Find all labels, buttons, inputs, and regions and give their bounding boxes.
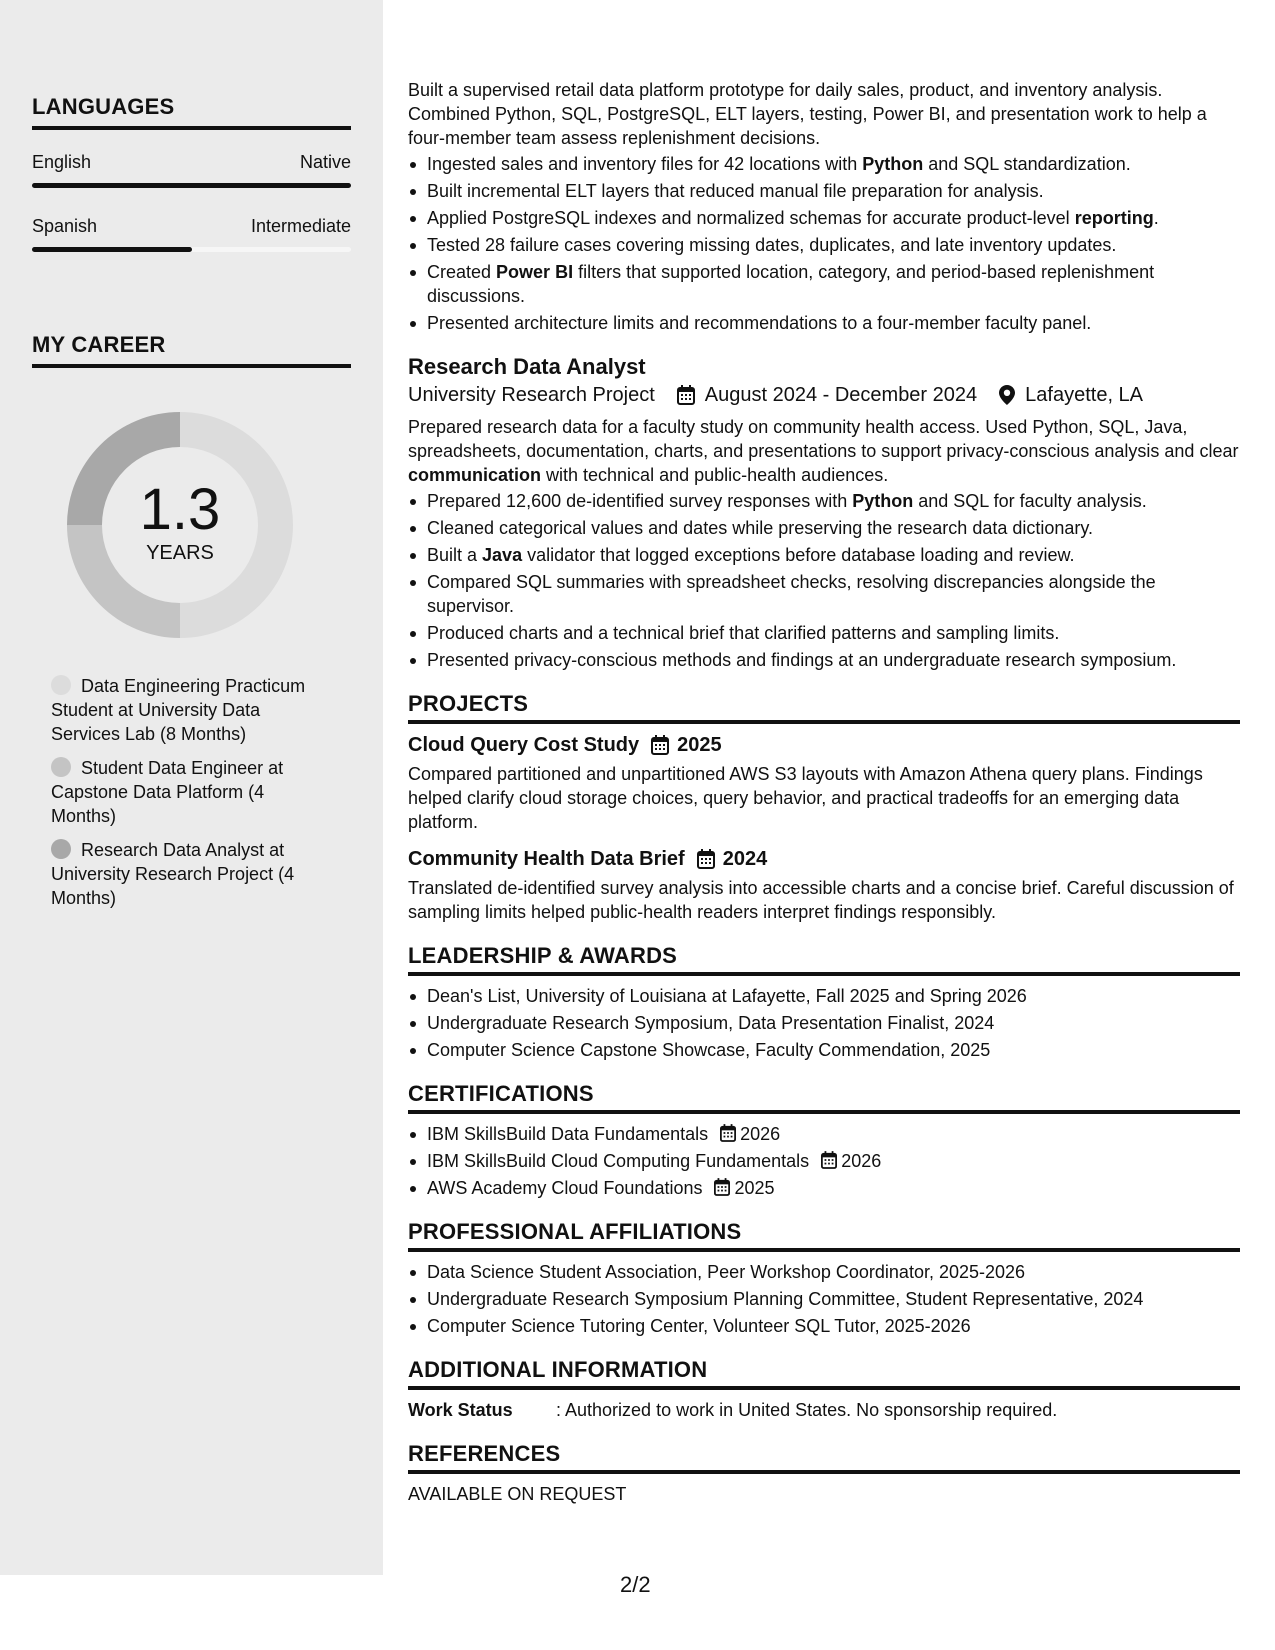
career-item-text: Student Data Engineer at Capstone Data Platform (4 Months) <box>51 758 284 826</box>
career-item-text: Research Data Analyst at University Research Project (4 Months) <box>51 840 295 908</box>
bullet-item: Cleaned categorical values and dates while preserving the research data dictionary. <box>408 516 1240 540</box>
certification-name: IBM SkillsBuild Data Fundamentals <box>427 1124 709 1144</box>
list-item: Dean's List, University of Louisiana at Lafayette, Fall 2025 and Spring 2026 <box>408 984 1240 1008</box>
project-year: 2024 <box>722 848 768 870</box>
language-proficiency-fill <box>32 247 192 252</box>
language-level: Intermediate <box>250 216 351 236</box>
bullet-item: Prepared 12,600 de-identified survey responses with Python and SQL for faculty analysis. <box>408 489 1240 513</box>
project-item <box>408 846 1240 924</box>
language-name: English <box>32 152 92 172</box>
certification-year: 2026 <box>841 1151 882 1171</box>
job-location: Lafayette, LA <box>1025 384 1144 406</box>
references-heading: REFERENCES <box>408 1442 1240 1474</box>
project-description: Compared partitioned and unpartitioned AWS S3 layouts with Amazon Athena query plans. Findings helped clarify cloud storage choices, query behavior, and practical tradeoffs for an emerging data platform. <box>408 764 1203 832</box>
additional-info-heading: ADDITIONAL INFORMATION <box>408 1358 1240 1390</box>
career-years-label: YEARS <box>146 541 214 564</box>
affiliations-heading: PROFESSIONAL AFFILIATIONS <box>408 1220 1240 1252</box>
work-status-label: Work Status <box>408 1400 513 1420</box>
language-level: Native <box>299 152 351 172</box>
leadership-heading: LEADERSHIP & AWARDS <box>408 944 1240 976</box>
career-total-years: 1.3 <box>139 476 221 542</box>
career-list <box>51 674 331 910</box>
bullet-item: Compared SQL summaries with spreadsheet checks, resolving discrepancies alongside the supervisor. <box>408 570 1240 618</box>
certifications-list <box>408 1122 1240 1200</box>
bullet-item: Built incremental ELT layers that reduced manual file preparation for analysis. <box>408 179 1240 203</box>
calendar-icon <box>714 1178 730 1196</box>
location-pin-icon <box>999 385 1015 405</box>
certification-item <box>408 1149 1240 1173</box>
job-organization: University Research Project <box>408 384 655 406</box>
project-title: Cloud Query Cost Study <box>408 734 640 756</box>
certifications-heading: CERTIFICATIONS <box>408 1082 1240 1114</box>
career-list-item <box>51 838 331 910</box>
career-donut-chart <box>67 412 293 638</box>
job-meta <box>408 383 1240 407</box>
bullet-item: Ingested sales and inventory files for 42 locations with Python and SQL standardization. <box>408 152 1240 176</box>
certification-name: AWS Academy Cloud Foundations <box>427 1178 703 1198</box>
calendar-icon <box>720 1124 736 1142</box>
list-item: Computer Science Tutoring Center, Volunteer SQL Tutor, 2025-2026 <box>408 1314 1240 1338</box>
career-item-text: Data Engineering Practicum Student at University Data Services Lab (8 Months) <box>51 676 306 744</box>
career-color-dot <box>51 757 71 777</box>
job-dates: August 2024 - December 2024 <box>704 384 978 406</box>
list-item: Computer Science Capstone Showcase, Faculty Commendation, 2025 <box>408 1038 1240 1062</box>
projects-heading: PROJECTS <box>408 692 1240 724</box>
leadership-list <box>408 984 1240 1062</box>
references-text: AVAILABLE ON REQUEST <box>408 1484 627 1504</box>
certification-year: 2026 <box>740 1124 781 1144</box>
affiliations-list <box>408 1260 1240 1338</box>
bullet-item: Built a Java validator that logged exceptions before database loading and review. <box>408 543 1240 567</box>
calendar-icon <box>677 385 695 405</box>
job-bullets <box>408 489 1240 672</box>
job-summary: Prepared research data for a faculty study on community health access. Used Python, SQL, Java, spreadsheets, documentation, charts, and presentations to support privacy-conscious analysis and clear communication with technical and public-health audiences. <box>408 417 1239 485</box>
language-proficiency-bar <box>32 247 351 252</box>
project-item <box>408 732 1240 834</box>
sidebar <box>0 0 383 1575</box>
certification-item <box>408 1122 1240 1146</box>
language-item <box>32 216 351 252</box>
language-item <box>32 152 351 188</box>
career-color-dot <box>51 675 71 695</box>
work-status-row <box>408 1398 1240 1422</box>
language-name: Spanish <box>32 216 98 236</box>
bullet-item: Presented architecture limits and recommendations to a four-member faculty panel. <box>408 311 1240 335</box>
bullet-item: Created Power BI filters that supported location, category, and period-based replenishment discussions. <box>408 260 1240 308</box>
language-proficiency-fill <box>32 183 351 188</box>
list-item: Undergraduate Research Symposium Planning Committee, Student Representative, 2024 <box>408 1287 1240 1311</box>
main-content <box>408 78 1240 1506</box>
bullet-item: Applied PostgreSQL indexes and normalized schemas for accurate product-level reporting. <box>408 206 1240 230</box>
list-item: Data Science Student Association, Peer Workshop Coordinator, 2025-2026 <box>408 1260 1240 1284</box>
languages-heading: LANGUAGES <box>32 94 351 130</box>
project-year: 2025 <box>677 734 722 756</box>
calendar-icon <box>821 1151 837 1169</box>
project-description: Translated de-identified survey analysis into accessible charts and a concise brief. Careful discussion of sampling limits helped public-health readers interpret findings responsibly. <box>408 878 1234 922</box>
bullet-item: Presented privacy-conscious methods and findings at an undergraduate research symposium. <box>408 648 1240 672</box>
bullet-item: Produced charts and a technical brief that clarified patterns and sampling limits. <box>408 621 1240 645</box>
work-status-value: : Authorized to work in United States. No sponsorship required. <box>556 1400 1058 1420</box>
experience-bullets <box>408 152 1240 335</box>
calendar-icon <box>651 735 669 755</box>
certification-item <box>408 1176 1240 1200</box>
career-color-dot <box>51 839 71 859</box>
experience-summary: Built a supervised retail data platform prototype for daily sales, product, and inventory analysis. Combined Python, SQL, PostgreSQL, ELT layers, testing, Power BI, and presentation work to help a four-member team assess replenishment decisions. <box>408 80 1207 148</box>
job-title: Research Data Analyst <box>408 354 646 379</box>
career-heading: MY CAREER <box>32 332 351 368</box>
career-list-item <box>51 756 331 828</box>
calendar-icon <box>697 849 715 869</box>
career-list-item <box>51 674 331 746</box>
certification-name: IBM SkillsBuild Cloud Computing Fundamentals <box>427 1151 810 1171</box>
language-proficiency-bar <box>32 183 351 188</box>
page-number: 2/2 <box>620 1572 651 1597</box>
list-item: Undergraduate Research Symposium, Data Presentation Finalist, 2024 <box>408 1011 1240 1035</box>
bullet-item: Tested 28 failure cases covering missing dates, duplicates, and late inventory updates. <box>408 233 1240 257</box>
project-title: Community Health Data Brief <box>408 848 685 870</box>
certification-year: 2025 <box>734 1178 775 1198</box>
